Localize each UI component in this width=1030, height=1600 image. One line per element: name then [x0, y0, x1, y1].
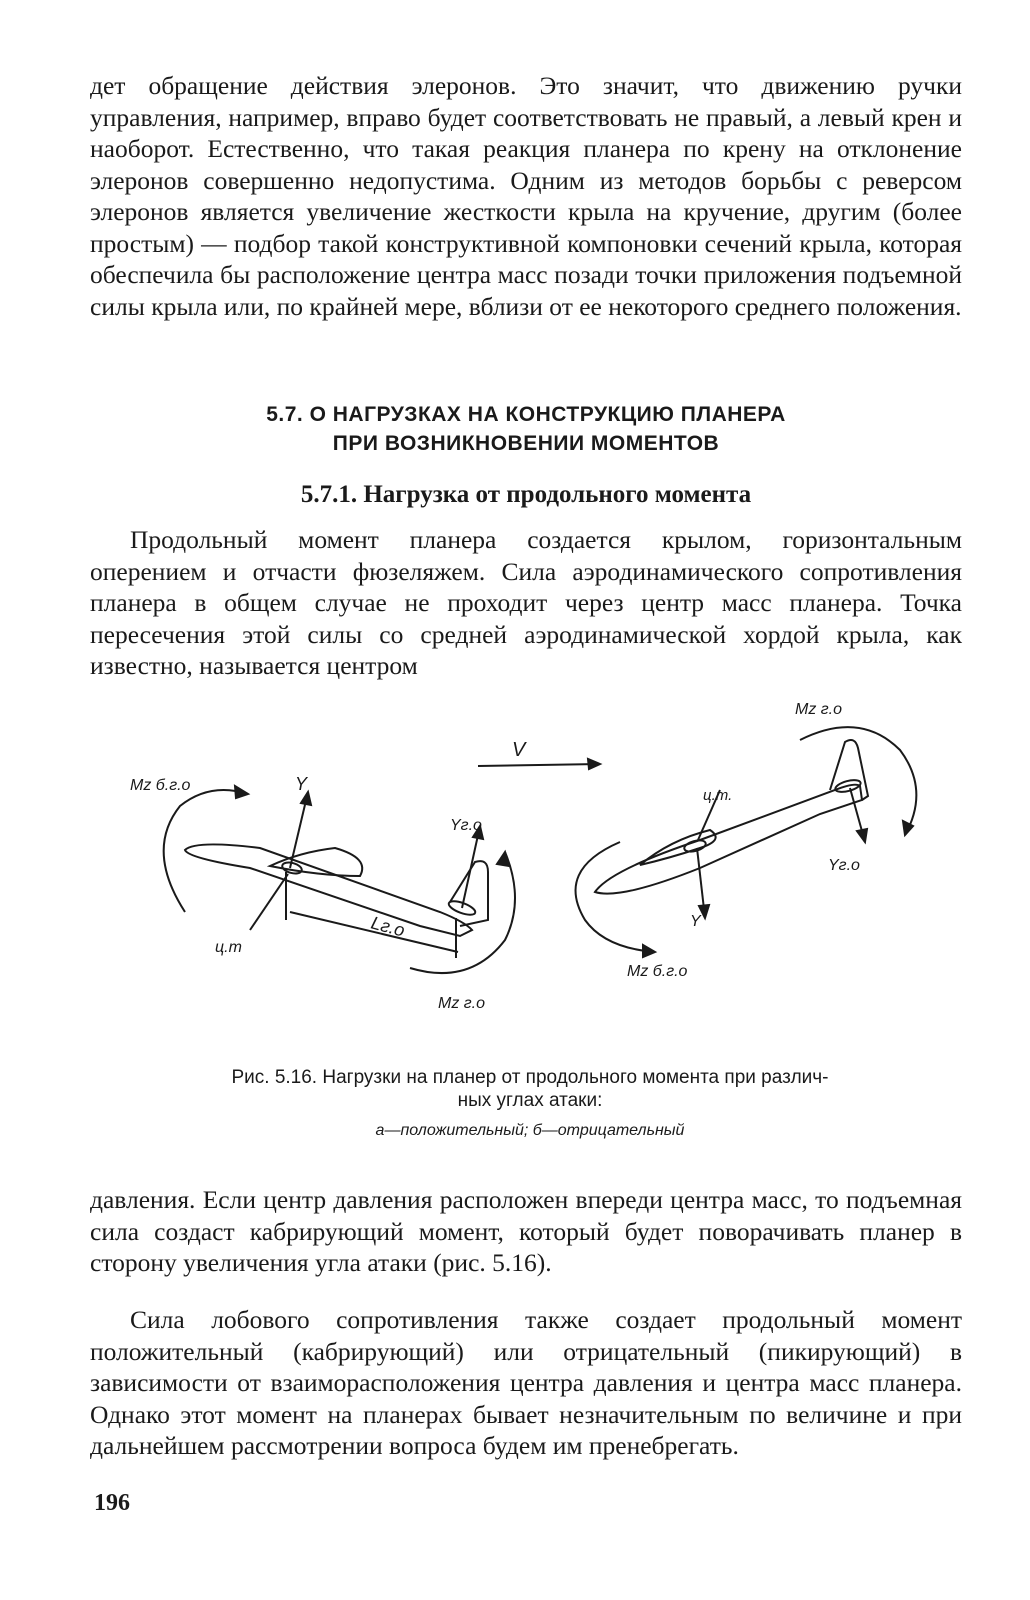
- figure-caption: [140, 1066, 920, 1112]
- label-left-y: Y: [295, 774, 308, 794]
- paragraph-longitudinal-moment: Продольный момент планера создается крылом, горизонтальным оперением и отчасти фюзеляжем. Сила аэродинамического сопротивления планера в общем случае не проходит через центр масс планера. Точка пересечения этой силы со средней аэродинамической хордой крыла, как известно, называется центром: [90, 525, 962, 680]
- paragraph-center-of-pressure: давления. Если центр давления расположен впереди центра масс, то подъемная сила создаст кабрирующий момент, который будет поворачивать планер в сторону увеличения угла атаки (рис. 5.16).: [90, 1185, 962, 1277]
- label-right-y: Y: [690, 913, 701, 930]
- label-right-mzbgo: Mz б.г.о: [627, 963, 688, 980]
- caption-line1: Рис. 5.16. Нагрузки на планер от продольного момента при различ-: [231, 1067, 829, 1088]
- velocity-arrowhead: [588, 759, 600, 769]
- section-heading: [90, 400, 962, 458]
- label-left-ygo: Yг.о: [450, 817, 482, 834]
- caption-legend: а—положительный; б—отрицательный: [375, 1122, 685, 1139]
- velocity-arrow: [478, 764, 600, 766]
- label-left-lgo: Lг.о: [368, 912, 407, 941]
- caption-line2: ных углах атаки:: [457, 1090, 603, 1111]
- label-left-mzgo: Mz г.о: [438, 995, 486, 1012]
- label-right-mzgo: Mz г.о: [795, 701, 843, 718]
- left-moment-arc-body: [164, 790, 248, 912]
- paragraph-drag-moment: Сила лобового сопротивления также создает продольный момент положительный (кабрирующий) или отрицательный (пикирующий) в зависимости от взаиморасположения центра давления и центра масс планера. Однако этот момент на планерах бывает незначительным по величине и при дальнейшем рассмотрении вопроса будем им пренебрегать.: [90, 1305, 962, 1460]
- label-right-ygo: Yг.о: [828, 857, 860, 874]
- subsection-heading: 5.7.1. Нагрузка от продольного момента: [300, 481, 752, 508]
- paragraph-reverse-ailerons: дет обращение действия элеронов. Это значит, что движению ручки управления, например, вправо будет соответствовать не правый, а левый крен и наоборот. Естественно, что такая реакция планера по крену на отклонение элеронов совершенно недопустима. Одним из методов борьбы с реверсом элеронов является увеличение жесткости крыла на кручение, другим (более простым) — подбор такой конструктивной компоновки сечений крыла, которая обеспечила бы расположение центра масс позади точки приложения подъемной силы крыла или, по крайней мере, вблизи от ее некоторого среднего положения.: [90, 71, 962, 321]
- figure-glider-loads: [100, 690, 980, 1040]
- page-number: 196: [94, 1490, 130, 1516]
- section-heading-line2: ПРИ ВОЗНИКНОВЕНИИ МОМЕНТОВ: [332, 432, 720, 455]
- label-right-cg: ц.т.: [703, 787, 733, 804]
- label-velocity: V: [512, 739, 526, 761]
- section-heading-line1: 5.7. О НАГРУЗКАХ НА КОНСТРУКЦИЮ ПЛАНЕРА: [266, 403, 786, 426]
- label-left-mzbgo: Mz б.г.о: [130, 777, 191, 794]
- right-moment-arc-body: [576, 842, 655, 952]
- label-left-cg: ц.т: [215, 939, 242, 956]
